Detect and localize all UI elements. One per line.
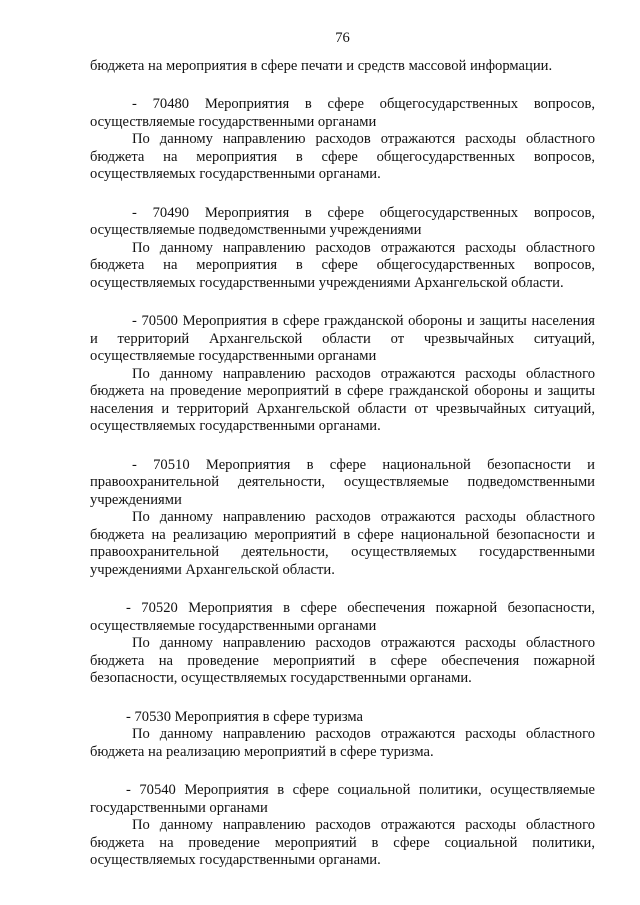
entry-description: По данному направлению расходов отражаются расходы областного бюджета на проведение мероприятий в сфере гражданской обороны и защиты населения и территорий Архангельской области от чрезвычайных ситуаций, осуществляемых государственными органами.: [90, 365, 595, 434]
entry-description: По данному направлению расходов отражаются расходы областного бюджета на реализацию мероприятий в сфере национальной безопасности и правоохранительной деятельности, осуществляемых государственными учреждениями Архангельской области.: [90, 509, 595, 578]
entry-heading: - 70480 Мероприятия в сфере общегосударственных вопросов, осуществляемые государственными органами: [90, 96, 595, 130]
entry-heading: - 70540 Мероприятия в сфере социальной политики, осуществляемые государственными органами: [90, 782, 595, 816]
intro-paragraph: бюджета на мероприятия в сфере печати и средств массовой информации.: [90, 57, 553, 74]
budget-entry-70530: [90, 709, 595, 762]
entry-description: По данному направлению расходов отражаются расходы областного бюджета на мероприятия в сфере общегосударственных вопросов, осуществляемых государственными учреждениями Архангельской области.: [90, 239, 595, 291]
budget-entry-70540: [90, 782, 595, 870]
entry-description: По данному направлению расходов отражаются расходы областного бюджета на проведение мероприятий в сфере социальной политики, осуществляемых государственными органами.: [90, 817, 595, 868]
document-page: [90, 30, 595, 870]
budget-entry-70500: [90, 313, 595, 436]
budget-entry-70520: [90, 600, 595, 688]
budget-entry-70480: [90, 96, 595, 184]
entry-heading: - 70510 Мероприятия в сфере национальной безопасности и правоохранительной деятельности, осуществляемые подведомственными учреждениями: [90, 456, 595, 508]
budget-entry-70510: [90, 457, 595, 580]
entry-heading: - 70530 Мероприятия в сфере туризма: [126, 708, 363, 725]
budget-entry-70490: [90, 205, 595, 293]
entry-heading: - 70500 Мероприятия в сфере гражданской обороны и защиты населения и территорий Архангельской области от чрезвычайных ситуаций, осуществляемые государственными органами: [90, 313, 595, 364]
page-number: 76: [335, 30, 350, 46]
entry-description: По данному направлению расходов отражаются расходы областного бюджета на реализацию мероприятий в сфере туризма.: [90, 726, 595, 760]
entry-description: По данному направлению расходов отражаются расходы областного бюджета на проведение мероприятий в сфере обеспечения пожарной безопасности, осуществляемых государственными органами.: [90, 635, 595, 686]
entry-heading: - 70490 Мероприятия в сфере общегосударственных вопросов, осуществляемые подведомственными учреждениями: [90, 204, 595, 238]
entry-heading: - 70520 Мероприятия в сфере обеспечения пожарной безопасности, осуществляемые государственными органами: [90, 600, 595, 634]
entry-description: По данному направлению расходов отражаются расходы областного бюджета на мероприятия в сфере общегосударственных вопросов, осуществляемых государственными органами.: [90, 131, 595, 182]
